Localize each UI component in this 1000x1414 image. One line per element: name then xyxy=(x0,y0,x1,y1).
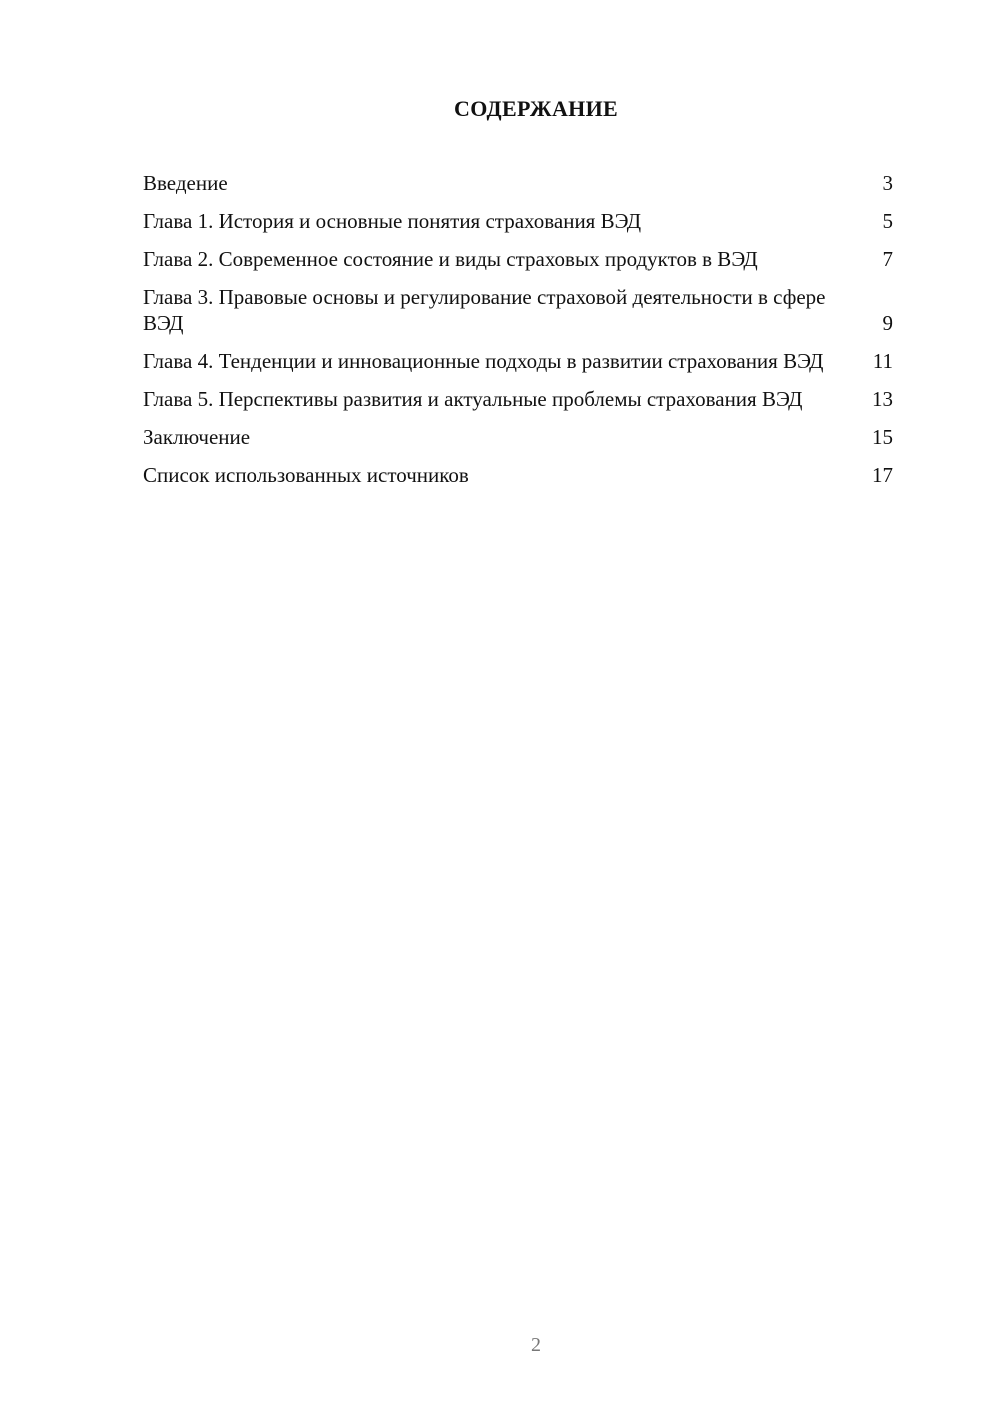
toc-entry-text: Глава 1. История и основные понятия страхования ВЭД xyxy=(143,209,642,233)
toc-entry[interactable] xyxy=(143,246,919,272)
toc-entry-text: Глава 3. Правовые основы и регулирование страховой деятельности в сфере ВЭД xyxy=(143,285,826,335)
toc-entry-page: 9 xyxy=(882,311,893,335)
toc-entry[interactable] xyxy=(143,208,919,234)
toc-entry[interactable] xyxy=(143,386,919,412)
toc-entry-page: 11 xyxy=(872,349,893,373)
toc-entry-page: 13 xyxy=(872,387,893,411)
toc-entry-text: Список использованных источников xyxy=(143,463,469,487)
toc-entry-text: Глава 5. Перспективы развития и актуальные проблемы страхования ВЭД xyxy=(143,387,803,411)
toc-entry-text: Глава 4. Тенденции и инновационные подходы в развитии страхования ВЭД xyxy=(143,349,824,373)
toc-entry[interactable] xyxy=(143,284,919,336)
toc-entry[interactable] xyxy=(143,170,919,196)
toc-entry-page: 17 xyxy=(872,463,893,487)
toc-entry[interactable] xyxy=(143,462,919,488)
toc-entry-page: 15 xyxy=(872,425,893,449)
toc-entry-text: Глава 2. Современное состояние и виды страховых продуктов в ВЭД xyxy=(143,247,758,271)
toc-entry-text: Введение xyxy=(143,171,228,195)
toc-entry-page: 7 xyxy=(882,247,893,271)
toc-title: СОДЕРЖАНИЕ xyxy=(454,96,618,121)
toc-entry[interactable] xyxy=(143,424,919,450)
table-of-contents xyxy=(143,170,919,500)
toc-entry-page: 5 xyxy=(882,209,893,233)
toc-entry[interactable] xyxy=(143,348,919,374)
page-number: 2 xyxy=(531,1334,541,1356)
toc-entry-text: Заключение xyxy=(143,425,251,449)
toc-entry-page: 3 xyxy=(882,171,893,195)
